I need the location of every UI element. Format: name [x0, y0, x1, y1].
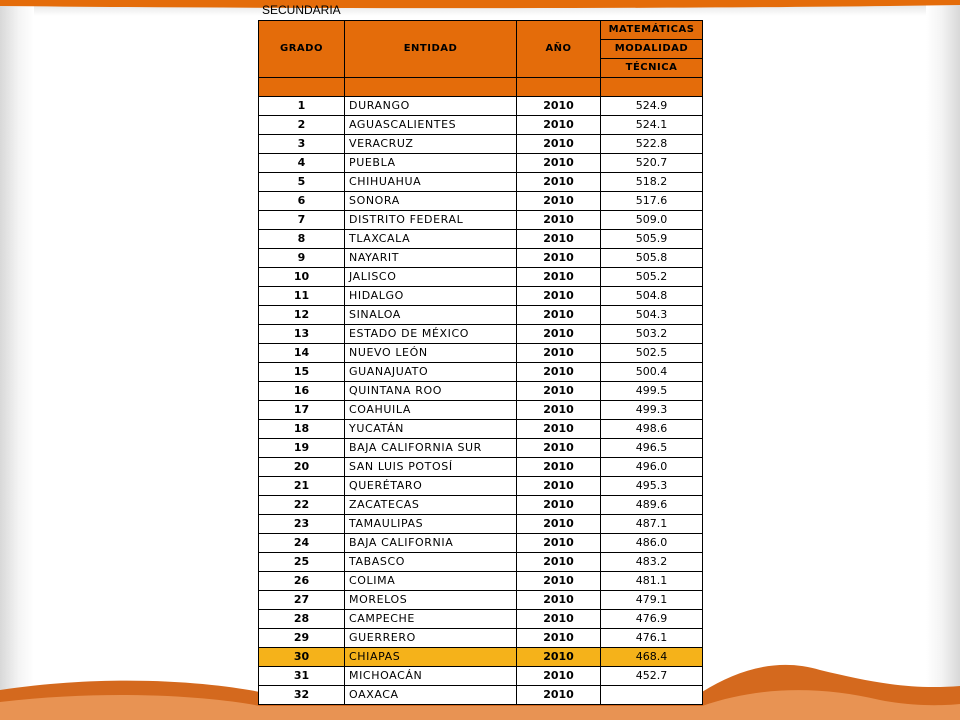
row-grado-cell: 10	[259, 268, 345, 287]
table-row	[259, 401, 703, 420]
row-entidad-cell: HIDALGO	[345, 287, 517, 306]
row-puntaje-cell: 486.0	[601, 534, 703, 553]
row-anio-cell: 2010	[517, 534, 601, 553]
row-grado-cell: 26	[259, 572, 345, 591]
row-anio-cell: 2010	[517, 382, 601, 401]
row-entidad-cell: PUEBLA	[345, 154, 517, 173]
row-anio-cell: 2010	[517, 249, 601, 268]
row-anio-cell: 2010	[517, 477, 601, 496]
row-grado-cell: 17	[259, 401, 345, 420]
header-spacer-cell	[345, 78, 517, 97]
table-row	[259, 154, 703, 173]
row-anio-cell: 2010	[517, 420, 601, 439]
row-entidad-cell: COLIMA	[345, 572, 517, 591]
row-anio-cell: 2010	[517, 192, 601, 211]
row-anio-cell: 2010	[517, 173, 601, 192]
table-row	[259, 458, 703, 477]
row-puntaje-cell: 505.2	[601, 268, 703, 287]
table-row	[259, 344, 703, 363]
row-entidad-cell: QUINTANA ROO	[345, 382, 517, 401]
row-anio-cell: 2010	[517, 230, 601, 249]
table-row	[259, 287, 703, 306]
row-puntaje-cell: 476.9	[601, 610, 703, 629]
row-anio-cell: 2010	[517, 154, 601, 173]
table-row	[259, 610, 703, 629]
row-entidad-cell: JALISCO	[345, 268, 517, 287]
row-grado-cell: 15	[259, 363, 345, 382]
row-entidad-cell: TAMAULIPAS	[345, 515, 517, 534]
row-entidad-cell: SONORA	[345, 192, 517, 211]
row-anio-cell: 2010	[517, 268, 601, 287]
header-modality: TÉCNICA	[601, 59, 703, 78]
row-entidad-cell: DURANGO	[345, 97, 517, 116]
table-body	[259, 97, 703, 705]
row-entidad-cell: CAMPECHE	[345, 610, 517, 629]
table-row	[259, 116, 703, 135]
header-modality-label: MODALIDAD	[601, 40, 703, 59]
table-row	[259, 306, 703, 325]
row-entidad-cell: TLAXCALA	[345, 230, 517, 249]
row-grado-cell: 9	[259, 249, 345, 268]
row-anio-cell: 2010	[517, 591, 601, 610]
table-row	[259, 135, 703, 154]
row-anio-cell: 2010	[517, 648, 601, 667]
row-grado-cell: 28	[259, 610, 345, 629]
row-entidad-cell: ZACATECAS	[345, 496, 517, 515]
row-puntaje-cell: 496.0	[601, 458, 703, 477]
row-grado-cell: 6	[259, 192, 345, 211]
row-anio-cell: 2010	[517, 439, 601, 458]
row-anio-cell: 2010	[517, 344, 601, 363]
row-entidad-cell: OAXACA	[345, 686, 517, 705]
row-entidad-cell: CHIAPAS	[345, 648, 517, 667]
table-row	[259, 192, 703, 211]
row-anio-cell: 2010	[517, 610, 601, 629]
row-entidad-cell: ESTADO DE MÉXICO	[345, 325, 517, 344]
row-puntaje-cell: 479.1	[601, 591, 703, 610]
row-puntaje-cell: 483.2	[601, 553, 703, 572]
row-puntaje-cell: 496.5	[601, 439, 703, 458]
row-anio-cell: 2010	[517, 306, 601, 325]
header-spacer-cell	[517, 78, 601, 97]
row-puntaje-cell: 499.5	[601, 382, 703, 401]
header-grado: GRADO	[259, 21, 345, 78]
row-puntaje-cell: 502.5	[601, 344, 703, 363]
row-anio-cell: 2010	[517, 325, 601, 344]
table-row	[259, 382, 703, 401]
row-puntaje-cell: 468.4	[601, 648, 703, 667]
header-anio: AÑO	[517, 21, 601, 78]
row-puntaje-cell	[601, 686, 703, 705]
table-row	[259, 648, 703, 667]
table-row	[259, 268, 703, 287]
row-entidad-cell: YUCATÁN	[345, 420, 517, 439]
table-row	[259, 534, 703, 553]
row-grado-cell: 22	[259, 496, 345, 515]
row-entidad-cell: MICHOACÁN	[345, 667, 517, 686]
row-anio-cell: 2010	[517, 686, 601, 705]
row-entidad-cell: NUEVO LEÓN	[345, 344, 517, 363]
row-entidad-cell: QUERÉTARO	[345, 477, 517, 496]
table-row	[259, 439, 703, 458]
row-puntaje-cell: 476.1	[601, 629, 703, 648]
row-grado-cell: 8	[259, 230, 345, 249]
row-entidad-cell: BAJA CALIFORNIA	[345, 534, 517, 553]
page-title: SECUNDARIA	[262, 3, 341, 17]
row-anio-cell: 2010	[517, 553, 601, 572]
row-puntaje-cell: 505.8	[601, 249, 703, 268]
ranking-table	[258, 20, 703, 705]
row-grado-cell: 3	[259, 135, 345, 154]
slide-left-frame	[0, 0, 34, 720]
table-row	[259, 629, 703, 648]
row-grado-cell: 1	[259, 97, 345, 116]
table-row	[259, 553, 703, 572]
row-grado-cell: 31	[259, 667, 345, 686]
table-row	[259, 591, 703, 610]
row-entidad-cell: GUANAJUATO	[345, 363, 517, 382]
table-row	[259, 363, 703, 382]
row-grado-cell: 14	[259, 344, 345, 363]
table-row	[259, 173, 703, 192]
row-entidad-cell: CHIHUAHUA	[345, 173, 517, 192]
row-anio-cell: 2010	[517, 572, 601, 591]
row-puntaje-cell: 452.7	[601, 667, 703, 686]
row-entidad-cell: AGUASCALIENTES	[345, 116, 517, 135]
row-anio-cell: 2010	[517, 363, 601, 382]
row-anio-cell: 2010	[517, 135, 601, 154]
row-grado-cell: 12	[259, 306, 345, 325]
row-anio-cell: 2010	[517, 211, 601, 230]
row-puntaje-cell: 504.8	[601, 287, 703, 306]
table-row	[259, 97, 703, 116]
row-grado-cell: 24	[259, 534, 345, 553]
row-entidad-cell: NAYARIT	[345, 249, 517, 268]
row-puntaje-cell: 487.1	[601, 515, 703, 534]
row-puntaje-cell: 495.3	[601, 477, 703, 496]
row-anio-cell: 2010	[517, 116, 601, 135]
row-entidad-cell: DISTRITO FEDERAL	[345, 211, 517, 230]
row-puntaje-cell: 517.6	[601, 192, 703, 211]
row-puntaje-cell: 524.9	[601, 97, 703, 116]
row-entidad-cell: MORELOS	[345, 591, 517, 610]
row-grado-cell: 20	[259, 458, 345, 477]
row-entidad-cell: GUERRERO	[345, 629, 517, 648]
table-row	[259, 249, 703, 268]
row-puntaje-cell: 503.2	[601, 325, 703, 344]
table-row	[259, 515, 703, 534]
row-puntaje-cell: 524.1	[601, 116, 703, 135]
row-anio-cell: 2010	[517, 496, 601, 515]
row-anio-cell: 2010	[517, 667, 601, 686]
row-puntaje-cell: 499.3	[601, 401, 703, 420]
row-anio-cell: 2010	[517, 458, 601, 477]
row-puntaje-cell: 504.3	[601, 306, 703, 325]
row-grado-cell: 5	[259, 173, 345, 192]
row-grado-cell: 27	[259, 591, 345, 610]
slide-right-frame	[926, 0, 960, 720]
row-grado-cell: 4	[259, 154, 345, 173]
row-puntaje-cell: 489.6	[601, 496, 703, 515]
row-entidad-cell: SAN LUIS POTOSÍ	[345, 458, 517, 477]
row-puntaje-cell: 498.6	[601, 420, 703, 439]
ranking-table-container	[258, 20, 702, 705]
row-grado-cell: 19	[259, 439, 345, 458]
table-row	[259, 477, 703, 496]
row-grado-cell: 23	[259, 515, 345, 534]
table-row	[259, 230, 703, 249]
row-anio-cell: 2010	[517, 515, 601, 534]
row-grado-cell: 2	[259, 116, 345, 135]
row-grado-cell: 21	[259, 477, 345, 496]
row-entidad-cell: COAHUILA	[345, 401, 517, 420]
row-grado-cell: 18	[259, 420, 345, 439]
header-spacer-cell	[601, 78, 703, 97]
row-puntaje-cell: 481.1	[601, 572, 703, 591]
top-orange-swoosh	[0, 0, 960, 16]
row-entidad-cell: VERACRUZ	[345, 135, 517, 154]
row-puntaje-cell: 505.9	[601, 230, 703, 249]
table-row	[259, 325, 703, 344]
row-grado-cell: 16	[259, 382, 345, 401]
table-row	[259, 667, 703, 686]
row-grado-cell: 25	[259, 553, 345, 572]
row-anio-cell: 2010	[517, 97, 601, 116]
row-grado-cell: 32	[259, 686, 345, 705]
row-puntaje-cell: 520.7	[601, 154, 703, 173]
row-anio-cell: 2010	[517, 401, 601, 420]
row-entidad-cell: SINALOA	[345, 306, 517, 325]
row-puntaje-cell: 518.2	[601, 173, 703, 192]
row-entidad-cell: BAJA CALIFORNIA SUR	[345, 439, 517, 458]
row-grado-cell: 30	[259, 648, 345, 667]
row-grado-cell: 11	[259, 287, 345, 306]
header-spacer-cell	[259, 78, 345, 97]
table-row	[259, 211, 703, 230]
table-row	[259, 572, 703, 591]
row-puntaje-cell: 509.0	[601, 211, 703, 230]
row-grado-cell: 29	[259, 629, 345, 648]
row-puntaje-cell: 500.4	[601, 363, 703, 382]
row-anio-cell: 2010	[517, 287, 601, 306]
row-entidad-cell: TABASCO	[345, 553, 517, 572]
table-row	[259, 686, 703, 705]
row-puntaje-cell: 522.8	[601, 135, 703, 154]
row-anio-cell: 2010	[517, 629, 601, 648]
table-row	[259, 420, 703, 439]
header-subject: MATEMÁTICAS	[601, 21, 703, 40]
table-row	[259, 496, 703, 515]
row-grado-cell: 7	[259, 211, 345, 230]
header-entidad: ENTIDAD	[345, 21, 517, 78]
row-grado-cell: 13	[259, 325, 345, 344]
